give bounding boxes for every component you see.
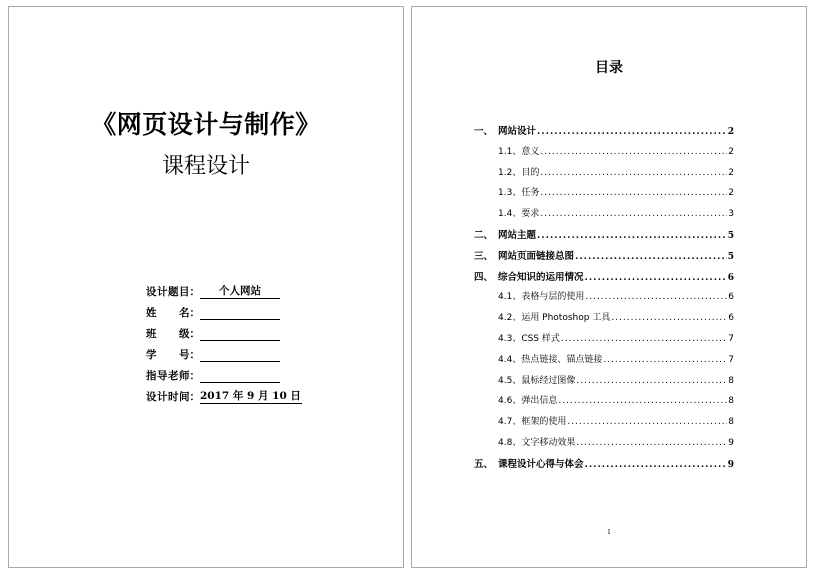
cover-info-block bbox=[146, 278, 302, 404]
field-value: 2017 年 9 月 10 日 bbox=[200, 390, 301, 402]
cover-page bbox=[8, 6, 404, 568]
field-value bbox=[200, 306, 280, 320]
toc-entry[interactable]: 4.6、弹出信息 ..... 8 bbox=[474, 393, 734, 414]
field-label: 姓 名： bbox=[146, 307, 200, 319]
field-value bbox=[200, 369, 280, 383]
toc-entry[interactable]: 4.3、CSS 样式 ..... 7 bbox=[474, 331, 734, 352]
toc-entry[interactable]: 4.5、鼠标经过图像 ..... 8 bbox=[474, 373, 734, 394]
toc-entry[interactable]: 三、 网站页面链接总图 ..... 5 bbox=[474, 248, 734, 269]
toc-entry[interactable]: 五、 课程设计心得与体会 ..... 9 bbox=[474, 456, 734, 477]
toc-entry[interactable]: 1.3、任务 ..... 2 bbox=[474, 185, 734, 206]
toc-entry[interactable]: 4.1、表格与层的使用 ..... 6 bbox=[474, 289, 734, 310]
toc-list bbox=[474, 123, 734, 477]
toc-title: 目录 bbox=[595, 60, 623, 76]
field-design-topic bbox=[146, 278, 302, 299]
toc-entry[interactable]: 二、 网站主题 ..... 5 bbox=[474, 227, 734, 248]
field-class bbox=[146, 320, 302, 341]
field-value bbox=[200, 348, 280, 362]
toc-entry[interactable]: 4.4、热点链接、锚点链接 ..... 7 bbox=[474, 352, 734, 373]
field-name bbox=[146, 299, 302, 320]
toc-entry[interactable]: 1.4、要求 ..... 3 bbox=[474, 206, 734, 227]
field-student-id bbox=[146, 341, 302, 362]
toc-entry[interactable]: 4.8、文字移动效果 ..... 9 bbox=[474, 435, 734, 456]
field-value bbox=[200, 327, 280, 341]
field-value: 个人网站 bbox=[200, 285, 280, 299]
cover-title: 《网页设计与制作》 bbox=[91, 110, 321, 139]
field-label: 设 计 时 间： bbox=[146, 391, 200, 403]
field-instructor bbox=[146, 362, 302, 383]
field-label: 指 导 老 师： bbox=[146, 370, 200, 382]
page-number: 1 bbox=[607, 529, 611, 536]
field-label: 学 号： bbox=[146, 349, 200, 361]
field-label: 设 计 题 目： bbox=[146, 286, 200, 298]
cover-subtitle: 课程设计 bbox=[161, 154, 250, 179]
toc-entry[interactable]: 1.2、目的 ..... 2 bbox=[474, 165, 734, 186]
toc-entry[interactable]: 4.2、运用 Photoshop 工具 ..... 6 bbox=[474, 310, 734, 331]
toc-entry[interactable]: 一、 网站设计 ..... 2 bbox=[474, 123, 734, 144]
field-label: 班 级： bbox=[146, 328, 200, 340]
toc-entry[interactable]: 四、 综合知识的运用情况 ..... 6 bbox=[474, 269, 734, 290]
toc-entry[interactable]: 1.1、意义 ..... 2 bbox=[474, 144, 734, 165]
toc-entry[interactable]: 4.7、框架的使用 ..... 8 bbox=[474, 414, 734, 435]
toc-page bbox=[411, 6, 807, 568]
field-design-date bbox=[146, 383, 302, 404]
